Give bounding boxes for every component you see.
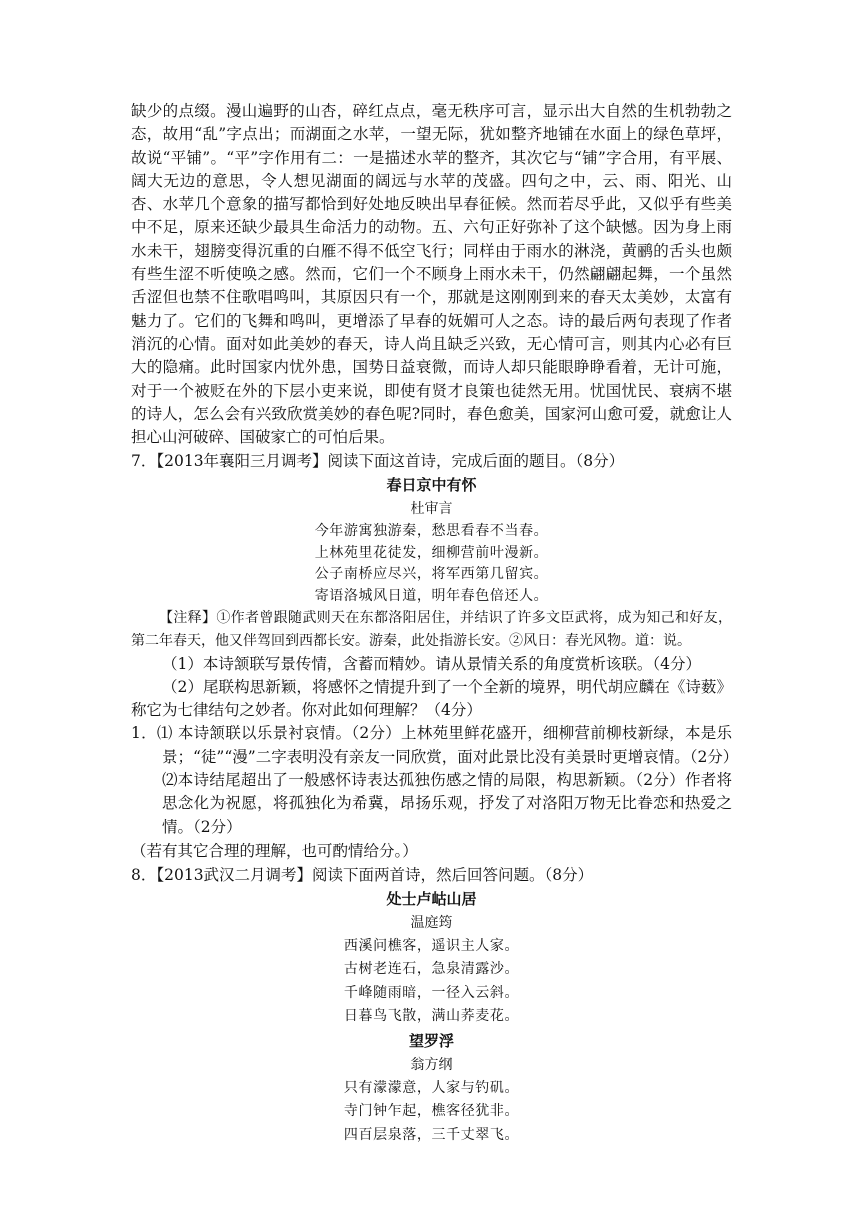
poem-line: 日暮鸟飞散，满山荞麦花。 [343,1008,520,1025]
poem-line: 公子南桥应尽兴，将军西第几留宾。 [314,566,549,583]
poem-title: 处士卢岵山居 [386,889,477,908]
poem-author: 翁方纲 [410,1056,453,1073]
poem-title: 望罗浮 [408,1031,454,1050]
poem-line: 四百层泉落，三千丈翠飞。 [343,1126,520,1143]
answer-note: （若有其它合理的理解，也可酌情给分。） [131,841,418,860]
sub-question-2: （2）尾联构思新颖，将感怀之情提升到了一个全新的境界，明代胡应麟在《诗薮》称它为七律结句之妙者。你对此如何理解？（4分） [131,678,732,720]
poem-author: 杜审言 [410,501,453,518]
answer-1: 1．⑴ 本诗颔联以乐景衬哀情。（2分）上林苑里鲜花盛开，细柳营前柳枝新绿，本是乐景；“徒”“漫”二字表明没有亲友一同欣赏，面对此景比没有美景时更增哀情。（2分） [131,724,739,766]
question-8-header: 8．【2013武汉二月调考】阅读下面两首诗，然后回答问题。（8分） [131,865,594,884]
document-page [131,100,739,1147]
question-7-header: 7．【2013年襄阳三月调考】阅读下面这首诗，完成后面的题目。（8分） [131,452,625,471]
poem-line: 古树老连石，急泉清露沙。 [343,961,520,978]
intro-paragraph: 缺少的点缀。漫山遍野的山杏，碎红点点，毫无秩序可言，显示出大自然的生机勃勃之态，故用“乱”字点出；而湖面之水苹，一望无际，犹如整齐地铺在水面上的绿色草坪，故说“平铺”。“平”字作用有二：一是描述水苹的整齐，其次它与“铺”字合用，有平展、阔大无边的意思，令人想见湖面的阔远与水苹的茂盛。四句之中，云、雨、阳光、山杏、水苹几个意象的描写都恰到好处地反映出早春征候。然而若尽乎此，又似乎有些美中不足，原来还缺少最具生命活力的动物。五、六句正好弥补了这个缺憾。因为身上雨水未干，翅膀变得沉重的白雁不得不低空飞行；同样由于雨水的淋浇，黄鹂的舌头也颇有些生涩不听使唤之感。然而，它们一个不顾身上雨水未干，仍然翩翩起舞，一个虽然舌涩但也禁不住歌唱鸣叫，其原因只有一个，那就是这刚刚到来的春天太美妙，太富有魅力了。它们的飞舞和鸣叫，更增添了早春的妩媚可人之态。诗的最后两句表现了作者消沉的心情。面对如此美妙的春天，诗人尚且缺乏兴致，无心情可言，则其内心必有巨大的隐痛。此时国家内忧外患，国势日益衰微，而诗人却只能眼睁睁看着，无计可施，对于一个被贬在外的下层小吏来说，即使有贤才良策也徒然无用。忧国忧民、衰病不堪的诗人，怎么会有兴致欣赏美妙的春色呢?同时，春色愈美，国家河山愈可爱，就愈让人担心山河破碎、国破家亡的可怕后果。 [131,102,732,447]
poem-line: 西溪问樵客，遥识主人家。 [343,937,520,954]
poem-line: 寄语洛城风日道，明年春色倍还人。 [314,587,549,604]
poem-line: 千峰随雨暗，一径入云斜。 [343,984,520,1001]
poem-line: 今年游寓独游秦，愁思看春不当春。 [314,523,549,540]
poem-line: 寺门钟乍起，樵客径犹非。 [343,1103,520,1120]
poem-line: 只有濛濛意，人家与钓矶。 [343,1079,520,1096]
sub-question-1: （1）本诗颔联写景传情，含蓄而精妙。请从景情关系的角度赏析该联。（4分） [162,655,701,674]
poem-title: 春日京中有怀 [386,476,477,495]
poem-author: 温庭筠 [410,914,453,931]
poem-annotation: 【注释】①作者曾跟随武则天在东都洛阳居住，并结识了许多文臣武将，成为知己和好友，第二年春天，他又伴驾回到西都长安。游秦，此处指游长安。②风日：春光风物。道：说。 [131,610,732,650]
answer-2: ⑵本诗结尾超出了一般感怀诗表达孤独伤感之情的局限，构思新颖。（2分）作者将思念化为祝愿，将孤独化为希冀，昂扬乐观，抒发了对洛阳万物无比眷恋和热爱之情。（2分） [162,771,732,836]
poem-line: 上林苑里花徒发，细柳营前叶漫新。 [314,544,549,561]
